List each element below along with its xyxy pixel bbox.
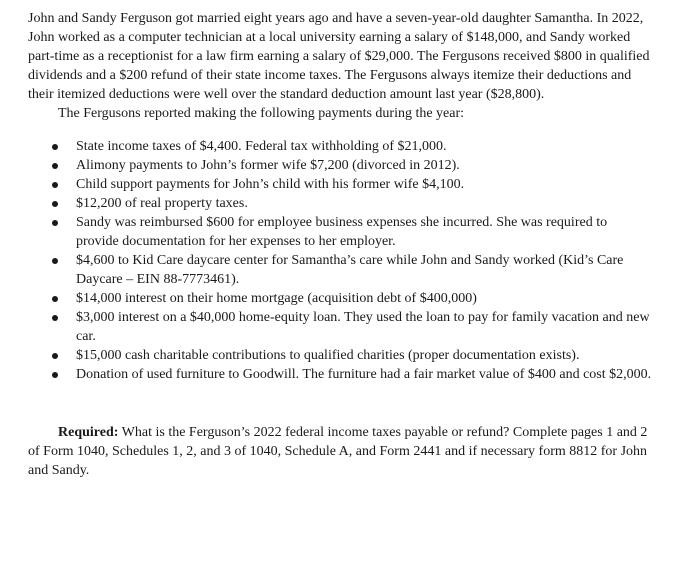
list-item (28, 346, 653, 365)
bullet-icon (52, 220, 58, 226)
bullet-icon (52, 353, 58, 359)
list-item-text: Donation of used furniture to Goodwill. The furniture had a fair market value of $400 and cost $2,000. (76, 367, 652, 382)
bullet-icon (52, 182, 58, 188)
list-item (28, 365, 653, 384)
list-item (28, 137, 653, 156)
payments-intro: The Fergusons reported making the following payments during the year: (58, 106, 465, 121)
required-paragraph (28, 423, 653, 480)
required-text: What is the Ferguson’s 2022 federal income taxes payable or refund? Complete pages 1 and 2 of Form 1040, Schedules 1, 2, and 3 of 1040, Schedule A, and Form 2441 and if necessary form 8812 for John and Sandy. (28, 425, 648, 478)
list-item (28, 156, 653, 175)
bullet-icon (52, 163, 58, 169)
list-item (28, 175, 653, 194)
bullet-icon (52, 144, 58, 150)
list-item (28, 251, 653, 289)
list-item (28, 289, 653, 308)
bullet-icon (52, 201, 58, 207)
list-item-text: $14,000 interest on their home mortgage (acquisition debt of $400,000) (76, 291, 477, 306)
list-item-text: Alimony payments to John’s former wife $7,200 (divorced in 2012). (76, 158, 460, 173)
list-item-text: $3,000 interest on a $40,000 home-equity loan. They used the loan to pay for family vacation and new car. (76, 310, 650, 344)
payments-list (28, 137, 653, 384)
bullet-icon (52, 315, 58, 321)
problem-document (28, 9, 653, 480)
list-item-text: Sandy was reimbursed $600 for employee business expenses she incurred. She was required to provide documentation for her expenses to her employer. (76, 215, 608, 249)
list-item (28, 194, 653, 213)
bullet-icon (52, 296, 58, 302)
bullet-icon (52, 372, 58, 378)
required-label: Required: (58, 425, 119, 440)
list-item-text: $4,600 to Kid Care daycare center for Samantha’s care while John and Sandy worked (Kid’s Care Daycare – EIN 88-7773461). (76, 253, 624, 287)
bullet-icon (52, 258, 58, 264)
list-item (28, 213, 653, 251)
list-item-text: State income taxes of $4,400. Federal tax withholding of $21,000. (76, 139, 447, 154)
list-item-text: Child support payments for John’s child with his former wife $4,100. (76, 177, 465, 192)
list-item-text: $15,000 cash charitable contributions to qualified charities (proper documentation exists). (76, 348, 580, 363)
intro-paragraph: John and Sandy Ferguson got married eight years ago and have a seven-year-old daughter Samantha. In 2022, John worked as a computer technician at a local university earning a salary of $148,000, and Sandy worked part-time as a receptionist for a law firm earning a salary of $29,000. The Fergusons received $800 in qualified dividends and a $200 refund of their state income taxes. The Fergusons always itemize their deductions and their itemized deductions were well over the standard deduction amount last year ($28,800). (28, 11, 650, 102)
list-item (28, 308, 653, 346)
list-item-text: $12,200 of real property taxes. (76, 196, 248, 211)
